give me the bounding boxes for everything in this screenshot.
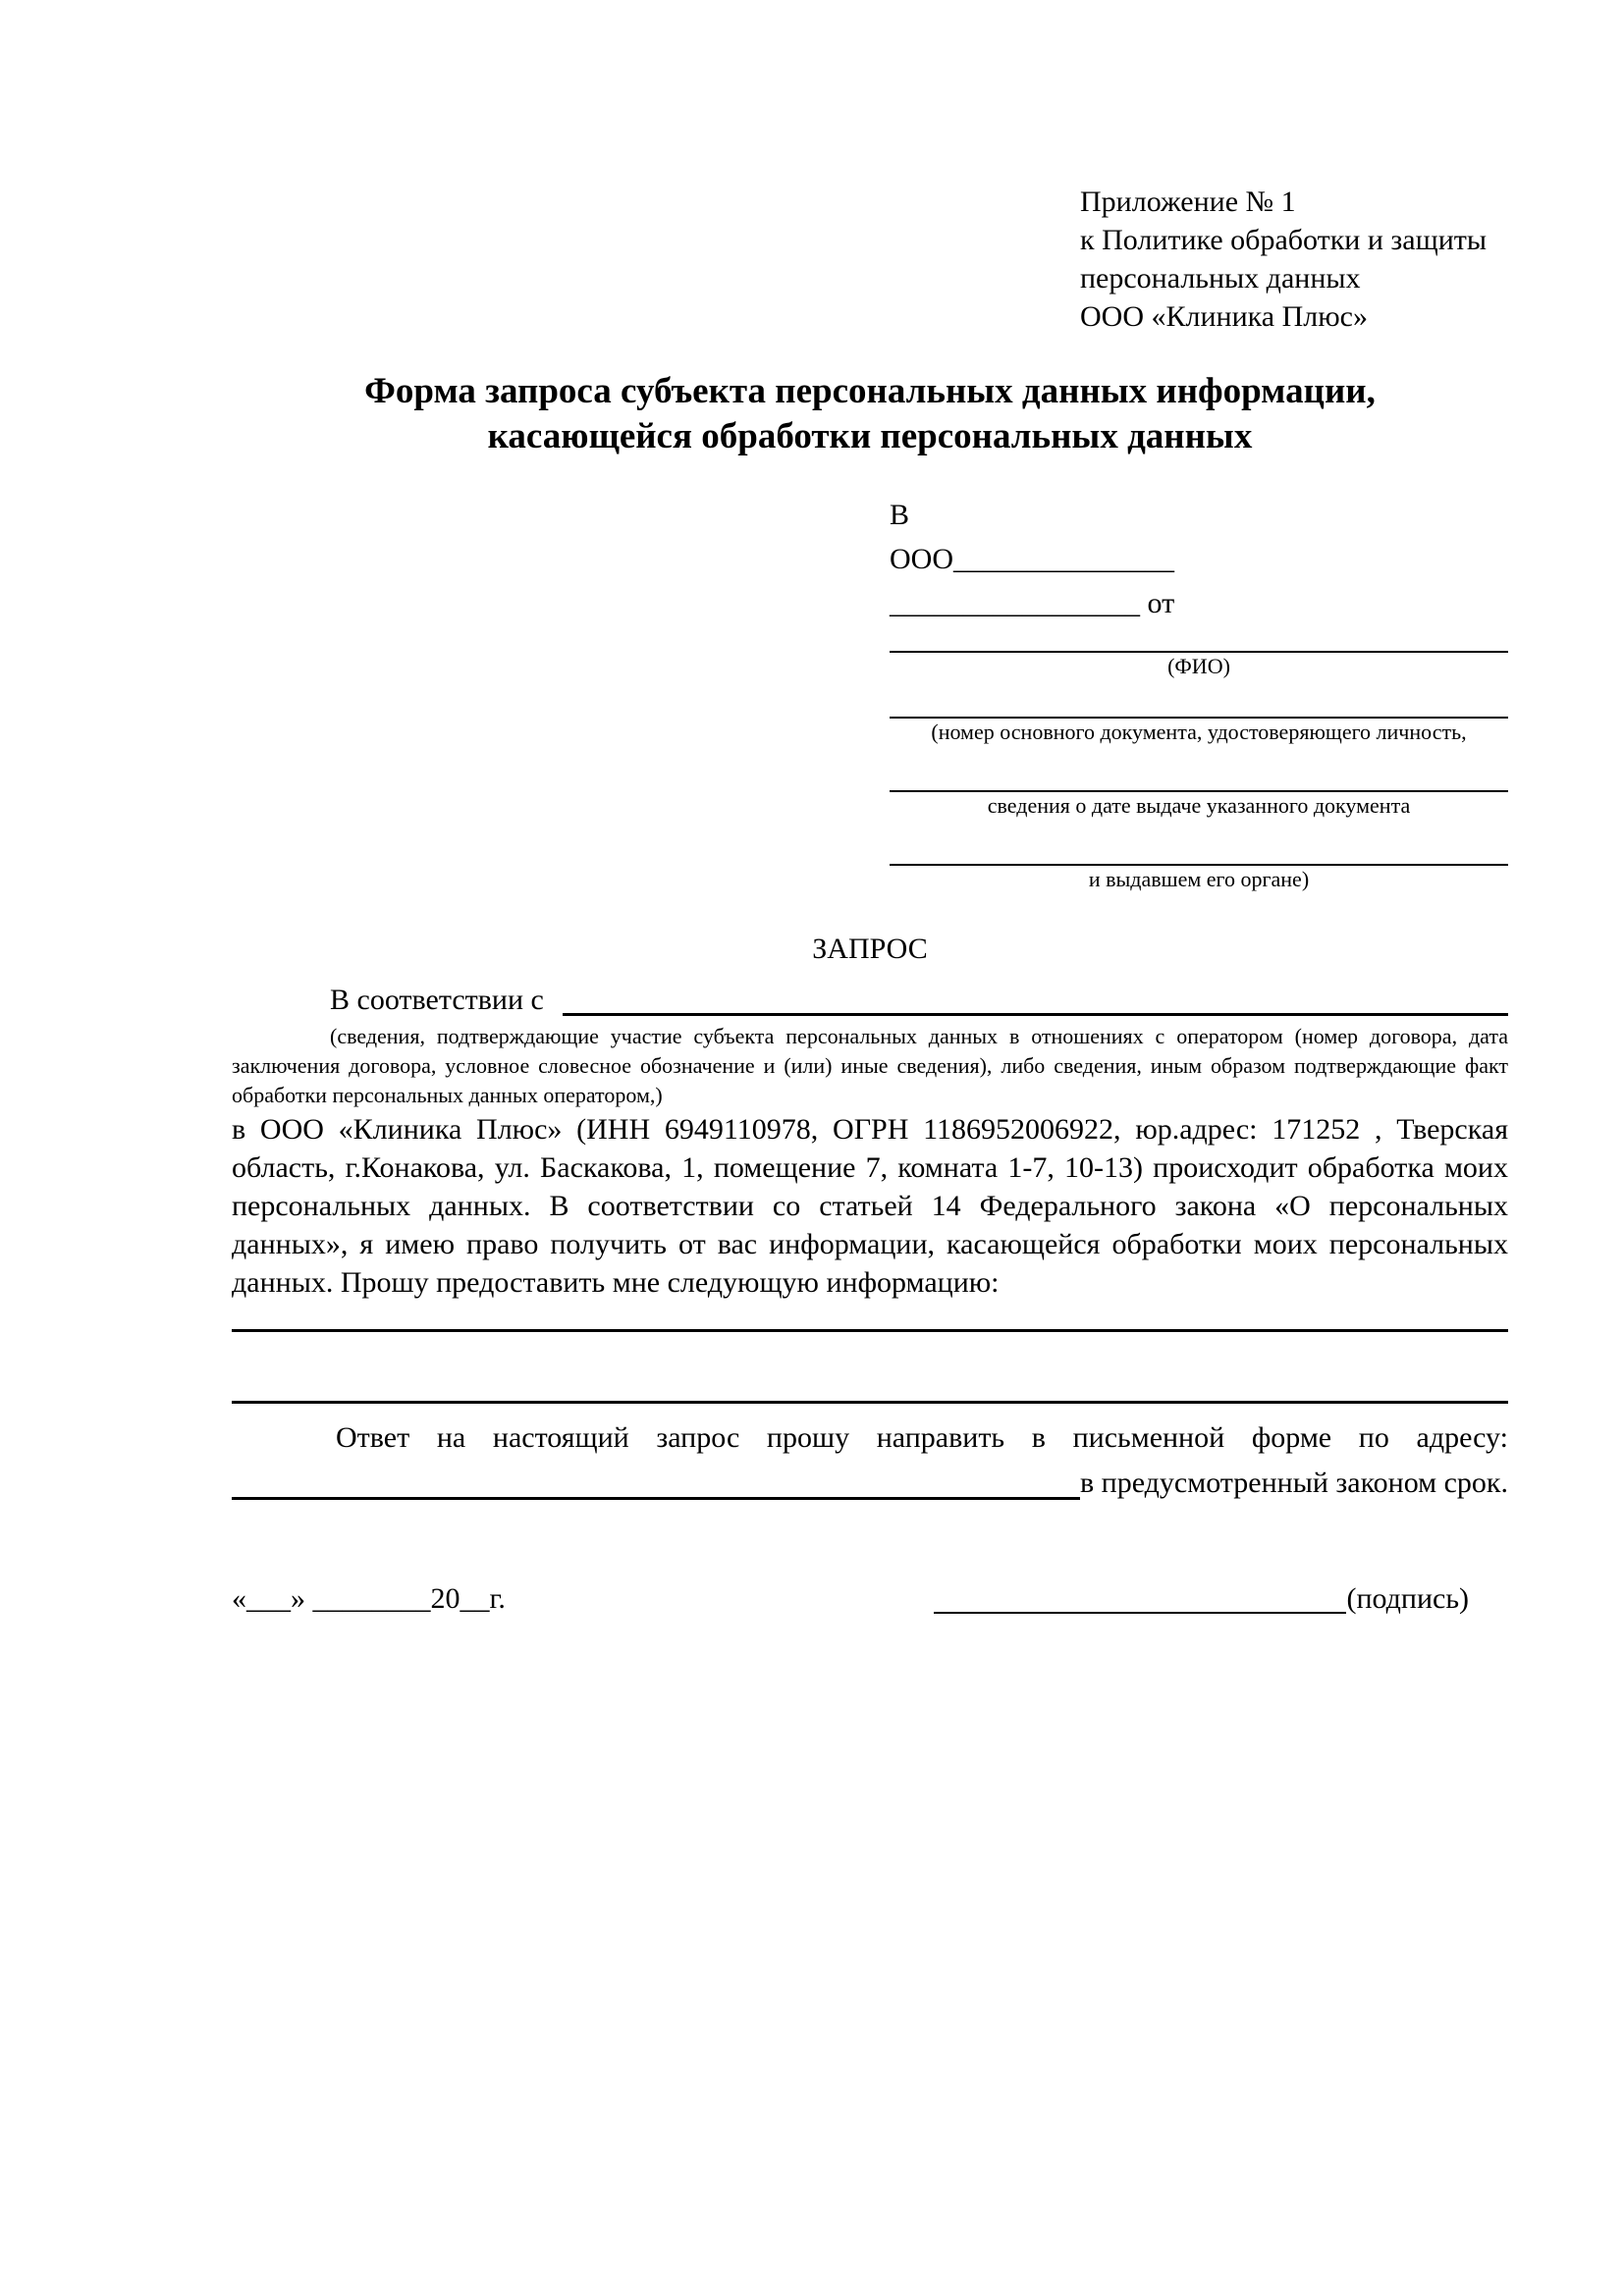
answer-address-row [232, 1461, 1508, 1506]
appendix-line-3: персональных данных [1080, 262, 1361, 294]
document-number-caption: (номер основного документа, удостоверяющего личность, [931, 720, 1467, 744]
request-body: в ООО «Клиника Плюс» (ИНН 6949110978, ОГРН 1186952006922, юр.адрес: 171252 , Тверская область, г.Конакова, ул. Баскакова, 1, помещение 7, комната 1-7, 10-13) происходит обработка моих персональных данных. В соответствии со статьей 14 Федерального закона «О персональных данных», я имею право получить от вас информации, касающейся обработки моих персональных данных. Прошу предоставить мне следующую информацию: [232, 1113, 1508, 1299]
request-intro-text: В соответствии с [330, 984, 552, 1016]
page-title [232, 369, 1508, 459]
signature-caption: (подпись) [1346, 1582, 1469, 1615]
addressee-from-blank: _________________ [890, 587, 1140, 619]
answer-request-text: Ответ на настоящий запрос прошу направить в письменной форме по адресу: [336, 1421, 1508, 1454]
date-signature-row [232, 1576, 1508, 1621]
addressee-block [890, 493, 1508, 892]
appendix-header [1080, 183, 1508, 336]
page-title-line-1: Форма запроса субъекта персональных данных информации, [364, 371, 1376, 411]
appendix-line-2: к Политике обработки и защиты [1080, 224, 1488, 256]
signature-group [934, 1576, 1469, 1621]
fio-caption: (ФИО) [1167, 654, 1230, 678]
appendix-line-4: ООО «Клиника Плюс» [1080, 300, 1368, 333]
request-note: (сведения, подтверждающие участие субъекта персональных данных в отношениях с оператором (номер договора, дата заключения договора, условное словесное обозначение и (или) иные сведения), либо сведения, иным образом подтверждающие факт обработки персональных данных оператором,) [232, 1024, 1508, 1107]
answer-address-blank-line [232, 1461, 1080, 1500]
issuer-blank-line [890, 819, 1508, 866]
fio-blank-line [890, 625, 1508, 653]
addressee-from-suffix: от [1140, 587, 1175, 619]
issue-date-blank-line [890, 745, 1508, 792]
addressee-to: В [890, 499, 910, 531]
signature-blank-line [934, 1612, 1346, 1614]
answer-term-text: в предусмотренный законом срок. [1080, 1467, 1508, 1499]
date-blank: «___» ________20__г. [232, 1582, 506, 1615]
addressee-from-line [890, 581, 1508, 625]
info-blank-line-2 [232, 1332, 1508, 1404]
request-intro-row [232, 979, 1508, 1022]
document-number-blank-line [890, 679, 1508, 719]
request-intro-blank-line [563, 979, 1508, 1016]
addressee-ooo-blank: ООО_______________ [890, 543, 1174, 575]
info-blank-line-1 [232, 1302, 1508, 1332]
appendix-line-1: Приложение № 1 [1080, 186, 1296, 218]
issue-date-caption: сведения о дате выдаче указанного документа [987, 793, 1411, 818]
page-title-line-2: касающейся обработки персональных данных [487, 416, 1253, 456]
request-heading: ЗАПРОС [812, 933, 928, 965]
issuer-caption: и выдавшем его органе) [1088, 867, 1310, 891]
